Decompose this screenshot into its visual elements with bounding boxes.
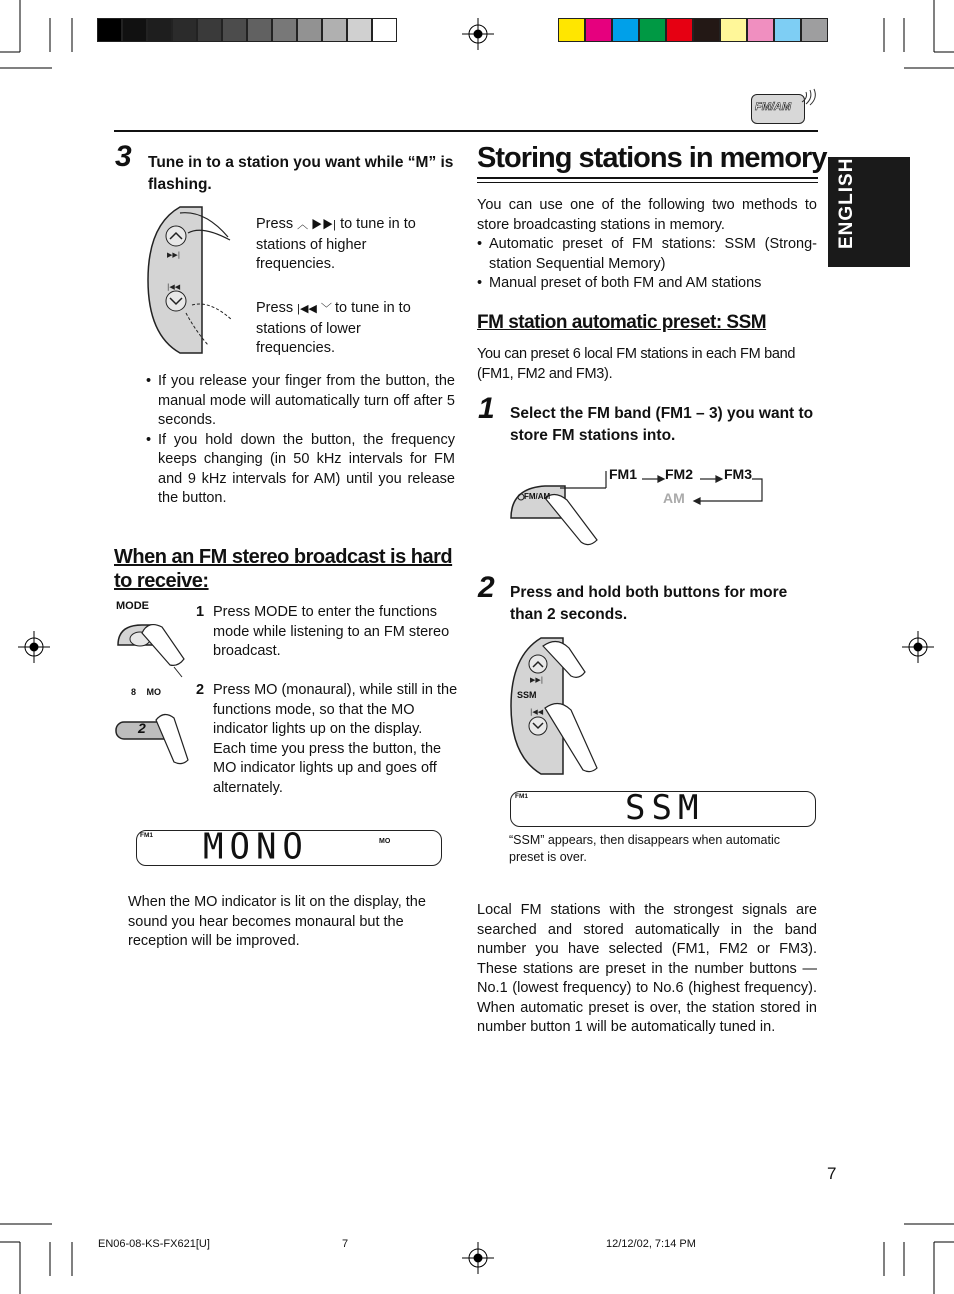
tuning-notes	[146, 372, 455, 509]
press-up-text	[256, 215, 426, 275]
band-am: AM	[663, 490, 685, 506]
method-item: • Manual preset of both FM and AM stations	[477, 274, 817, 294]
press-down-post: to tune in to stations of lower frequencies.	[256, 300, 411, 356]
band-cycle-arrows	[560, 466, 770, 511]
mode-button-illustration	[112, 615, 192, 680]
tuning-note: • If you hold down the button, the frequency keeps changing (in 50 kHz intervals for FM and 9 kHz intervals for AM) until you release the button.	[146, 431, 455, 509]
top-rule	[114, 130, 818, 132]
signal-wave-icon	[800, 88, 822, 106]
mode-label: MODE	[116, 600, 149, 612]
hard-to-receive-heading: When an FM stereo broadcast is hard to receive:	[114, 546, 453, 592]
press-up-post: to tune in to stations of higher frequencies.	[256, 216, 416, 272]
band-fm3: FM3	[724, 466, 752, 482]
step3-text: Tune in to a station you want while “M” is flashing.	[148, 154, 454, 193]
sub-step2-text: Press MO (monaural), while still in the functions mode, so that the MO indicator lights up on the display. Each time you press the button, the MO indicator lights up and goes off alternately.	[213, 682, 458, 796]
step3-number: 3	[115, 140, 132, 173]
language-tab	[828, 157, 910, 267]
method-item: • Automatic preset of FM stations: SSM (Strong-station Sequential Memory)	[477, 235, 817, 274]
svg-text:▶▶|: ▶▶|	[530, 676, 544, 684]
up-chevron-icon: ︿	[297, 219, 312, 231]
mono-display-indicator: MO	[379, 838, 391, 845]
mono-display-text: MONO	[203, 826, 309, 868]
fm-am-button-label: FM/AM	[524, 492, 551, 501]
ssm-display-caption: “SSM” appears, then disappears when automatic preset is over.	[509, 833, 780, 864]
prev-track-icon: |◀◀	[297, 303, 317, 315]
ssm-button-label: SSM	[517, 690, 537, 700]
sub-step2-number: 2	[196, 682, 205, 698]
title-underline-thin	[477, 182, 818, 183]
registration-mark-bottom	[462, 1242, 494, 1274]
ssm-step2-number: 2	[478, 571, 495, 604]
tuning-button-illustration	[140, 205, 240, 355]
down-chevron-icon: ﹀	[320, 303, 335, 315]
language-tab-label: ENGLISH	[836, 157, 857, 249]
footer-date: 12/12/02, 7:14 PM	[606, 1238, 696, 1250]
ssm-step1-number: 1	[478, 392, 495, 425]
ssm-intro: You can preset 6 local FM stations in each FM band (FM1, FM2 and FM3).	[477, 346, 796, 382]
ssm-heading: FM station automatic preset: SSM	[477, 312, 767, 333]
svg-text:|◀◀: |◀◀	[167, 283, 181, 291]
intro-text: You can use one of the following two methods to store broadcasting stations in memory.	[477, 197, 817, 233]
title-underline	[477, 177, 818, 179]
ssm-display	[510, 788, 816, 828]
registration-mark-left	[18, 631, 50, 663]
method-list	[477, 235, 817, 294]
footer-file: EN06-08-KS-FX621[U]	[98, 1238, 210, 1250]
registration-mark-top	[462, 18, 494, 50]
mo-note: When the MO indicator is lit on the display, the sound you hear becomes monaural but the reception will be improved.	[128, 894, 426, 949]
page-number: 7	[827, 1164, 837, 1183]
band-fm2: FM2	[665, 466, 693, 482]
footer-page: 7	[342, 1238, 349, 1250]
page-title: Storing stations in memory	[477, 142, 827, 174]
mo-label: 8 MO	[131, 687, 162, 697]
mo-button-illustration	[112, 700, 192, 770]
fm-am-badge	[751, 94, 805, 124]
fm-am-badge-label: FM/AM	[755, 101, 792, 113]
press-up-pre: Press	[256, 216, 294, 232]
ssm-display-band: FM1	[515, 793, 528, 800]
ssm-step2-text: Press and hold both buttons for more than 2 seconds.	[510, 584, 788, 623]
mono-display-band: FM1	[140, 832, 153, 839]
ssm-step1-text: Select the FM band (FM1 – 3) you want to store FM stations into.	[510, 405, 814, 444]
press-down-text	[256, 299, 426, 359]
ssm-display-text: SSM	[625, 788, 705, 828]
ssm-buttons-illustration	[505, 636, 605, 776]
mo-key-label: 2	[138, 720, 146, 736]
band-fm1: FM1	[609, 466, 637, 482]
mono-display	[136, 826, 442, 868]
svg-text:▶▶|: ▶▶|	[167, 251, 181, 259]
sub-step1-text: Press MODE to enter the functions mode while listening to an FM stereo broadcast.	[213, 604, 450, 659]
press-down-pre: Press	[256, 300, 294, 316]
tuning-note: • If you release your finger from the button, the manual mode will automatically turn off after 5 seconds.	[146, 372, 455, 431]
next-track-icon: ▶▶|	[311, 219, 337, 231]
sub-step1-number: 1	[196, 604, 205, 620]
svg-text:|◀◀: |◀◀	[530, 708, 544, 716]
closing-text: Local FM stations with the strongest signals are searched and stored automatically in the band number you have selected (FM1, FM2 or FM3). These stations are preset in the number buttons — No.1 (lowest frequency) to No.6 (highest frequency). When automatic preset is over, the station stored in number button 1 will be automatically tuned in.	[477, 902, 817, 1035]
registration-mark-right	[902, 631, 934, 663]
